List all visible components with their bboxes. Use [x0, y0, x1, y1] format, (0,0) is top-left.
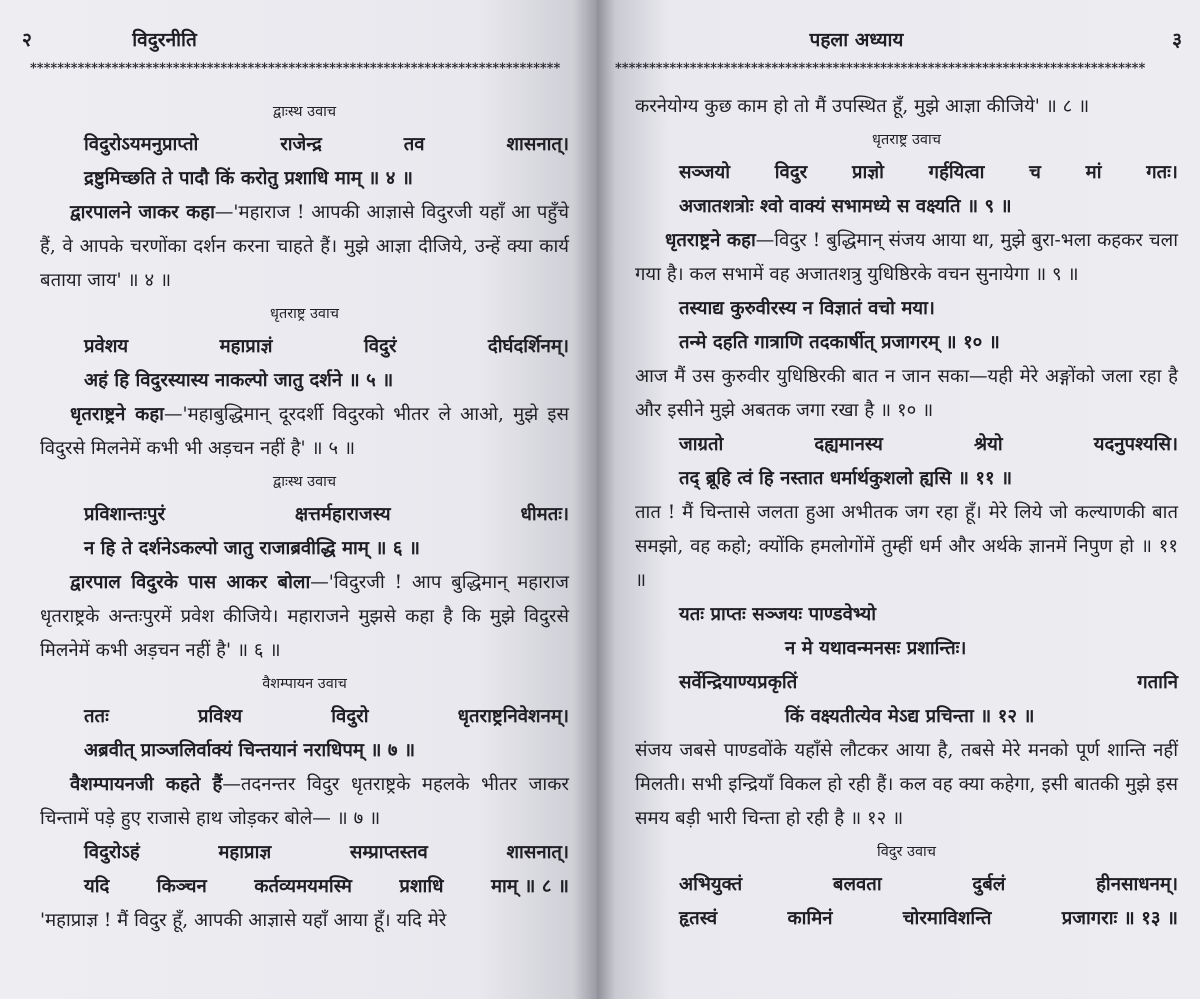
verse-word: गतः। [1146, 162, 1178, 183]
verse-word: विदुरोऽयमनुप्राप्तो [84, 134, 199, 155]
verse-word: धृतराष्ट्रनिवेशनम्। [457, 706, 569, 727]
paragraph-text: 'महाप्राज्ञ ! मैं विदुर हूँ, आपकी आज्ञासे यहाँ आया हूँ। यदि मेरे [40, 910, 447, 931]
left-page-header [22, 0, 569, 51]
verse-word: महाप्राज्ञं [219, 336, 273, 357]
speaker-heading: विदुर उवाच [876, 844, 937, 860]
verse-line [40, 128, 569, 162]
verse-line [635, 598, 1178, 632]
translation-paragraph [635, 496, 1178, 598]
verse-word: तन्मे दहति गात्राणि तदकार्षीत् प्रजागरम् ॥ १० ॥ [679, 332, 1000, 353]
verse-word: क्षत्तर्महाराजस्य [294, 504, 391, 525]
verse-word: चोरमाविशन्ति [902, 908, 992, 929]
verse-line [40, 870, 569, 904]
verse-word: किं वक्ष्यतीत्येव मेऽद्य प्रचिन्ता ॥ १२ ॥ [785, 706, 1035, 727]
translation-paragraph [40, 904, 569, 938]
paragraph-lead: वैशम्पायनजी कहते हैं [70, 774, 223, 795]
right-page-header [635, 0, 1182, 51]
paragraph-text: करनेयोग्य कुछ काम हो तो मैं उपस्थित हूँ, मुझे आज्ञा कीजिये' ॥ ८ ॥ [635, 96, 1090, 117]
speaker-heading: धृतराष्ट्र उवाच [270, 306, 339, 322]
verse-word: प्रवेशय [84, 336, 129, 357]
paragraph-lead: धृतराष्ट्रने कहा [70, 404, 164, 425]
verse-word: शासनात्। [506, 134, 569, 155]
verse-line [635, 868, 1178, 902]
verse-word: दुर्बलं [972, 874, 1006, 895]
speaker-heading: धृतराष्ट्र उवाच [872, 132, 941, 148]
verse-word: न मे यथावन्मनसः प्रशान्तिः। [785, 638, 967, 659]
verse-word: गर्हयित्वा [928, 162, 985, 183]
right-page-content [635, 76, 1178, 936]
left-star-rule: ****************************************************************************** [30, 62, 561, 76]
verse-word: च [1029, 162, 1041, 183]
paragraph-text: —'महाबुद्धिमान् दूरदर्शी विदुरको भीतर ले आओ, मुझे इस विदुरसे मिलनेमें कभी भी अड़चन नहीं है' ॥ ५ ॥ [40, 404, 570, 459]
paragraph-text: तात ! मैं चिन्तासे जलता हुआ अभीतक जग रहा हूँ। मेरे लिये जो कल्याणकी बात समझो, वह कहो; क्योंकि हमलोगोंमें तुम्हीं धर्म और अर्थके ज्ञानमें निपुण हो ॥ ११ ॥ [635, 502, 1178, 591]
verse-line [635, 428, 1178, 462]
verse-line [40, 162, 569, 196]
verse-word: विदुरं [363, 336, 397, 357]
verse-word: सर्वेन्द्रियाण्यप्रकृतिं [679, 672, 798, 693]
translation-paragraph [635, 360, 1178, 428]
verse-word: अभियुक्तं [679, 874, 743, 895]
speaker-heading: द्वाःस्थ उवाच [272, 104, 337, 120]
paragraph-text: —'महाराज ! आपकी आज्ञासे विदुरजी यहाँ आ पहुँचे हैं, वे आपके चरणोंका दर्शन करना चाहते हैं। मुझे आज्ञा दीजिये, उन्हें क्या कार्य बताया जाय' ॥ ४ ॥ [40, 202, 569, 291]
verse-word: प्रजागराः ॥ १३ ॥ [1061, 908, 1178, 929]
translation-paragraph [40, 768, 569, 836]
verse-line [40, 330, 569, 364]
verse-word: हृतस्वं [679, 908, 718, 929]
translation-paragraph [635, 90, 1178, 124]
paragraph-text: —तदनन्तर विदुर धृतराष्ट्रके महलके भीतर जाकर चिन्तामें पड़े हुए राजासे हाथ जोड़कर बोले— ॥ ७ ॥ [40, 774, 569, 829]
right-running-title: पहला अध्याय [809, 29, 904, 51]
left-page [0, 0, 597, 999]
verse-line [635, 190, 1178, 224]
verse-word: किञ्चन [156, 876, 207, 897]
verse-word: द्रष्टुमिच्छति ते पादौ किं करोतु प्रशाधि माम् ॥ ४ ॥ [84, 168, 413, 189]
verse-word: अहं हि विदुरस्यास्य नाकल्पो जातु दर्शने ॥ ५ ॥ [84, 370, 394, 391]
verse-word: ततः [84, 706, 109, 727]
verse-line [635, 902, 1178, 936]
translation-paragraph [635, 224, 1178, 292]
right-star-rule: ****************************************************************************** [615, 62, 1146, 76]
verse-word: राजेन्द्र [280, 134, 322, 155]
verse-line [40, 836, 569, 870]
verse-word: प्राज्ञो [851, 162, 884, 183]
translation-paragraph [40, 196, 569, 298]
verse-word: विदुरो [331, 706, 369, 727]
paragraph-lead: धृतराष्ट्रने कहा [665, 230, 756, 251]
translation-paragraph [40, 566, 569, 668]
verse-word: तव [403, 134, 425, 155]
verse-line [635, 156, 1178, 190]
verse-word: हीनसाधनम्। [1096, 874, 1178, 895]
paragraph-text: —'विदुरजी ! आप बुद्धिमान् महाराज धृतराष्ट्रके अन्तःपुरमें प्रवेश कीजिये। महाराजने मुझसे कहा है कि मुझे विदुरसे मिलनेमें कभी अड़चन नहीं है' ॥ ६ ॥ [40, 572, 569, 661]
verse-word: माम् ॥ ८ ॥ [490, 876, 569, 897]
verse-word: दह्यमानस्य [814, 434, 883, 455]
right-page-number: ३ [1172, 29, 1182, 51]
verse-word: अब्रवीत् प्राञ्जलिर्वाक्यं चिन्तयानं नराधिपम् ॥ ७ ॥ [84, 740, 416, 761]
verse-word: अजातशत्रोः श्वो वाक्यं सभामध्ये स वक्ष्यति ॥ ९ ॥ [679, 196, 1012, 217]
verse-word: यदनुपश्यसि। [1093, 434, 1178, 455]
verse-line [40, 700, 569, 734]
verse-word: यदि [84, 876, 110, 897]
translation-paragraph [40, 398, 569, 466]
right-page [597, 0, 1200, 999]
verse-word: विदुरोऽहं [84, 842, 140, 863]
verse-line [635, 292, 1178, 326]
verse-word: मां [1085, 162, 1102, 183]
verse-word: विदुर [774, 162, 808, 183]
verse-line [635, 666, 1178, 700]
verse-word: तस्याद्य कुरुवीरस्य न विज्ञातं वचो मया। [679, 298, 935, 319]
left-running-title: विदुरनीति [132, 29, 197, 51]
verse-word: प्रविश्य [197, 706, 243, 727]
verse-word: तद् ब्रूहि त्वं हि नस्तात धर्मार्थकुशलो ह्यसि ॥ ११ ॥ [679, 468, 1013, 489]
paragraph-text: —विदुर ! बुद्धिमान् संजय आया था, मुझे बुरा-भला कहकर चला गया है। कल सभामें वह अजातशत्रु युधिष्ठिरके वचन सुनायेगा ॥ ९ ॥ [635, 230, 1178, 285]
left-page-number: २ [22, 29, 32, 51]
verse-word: कामिनं [787, 908, 833, 929]
verse-line [40, 734, 569, 768]
verse-word: धीमतः। [520, 504, 569, 525]
verse-word: यतः प्राप्तः सञ्जयः पाण्डवेभ्यो [679, 604, 877, 625]
verse-line [40, 498, 569, 532]
paragraph-text: संजय जबसे पाण्डवोंके यहाँसे लौटकर आया है, तबसे मेरे मनको पूर्ण शान्ति नहीं मिलती। सभी इन्द्रियाँ विकल हो रही हैं। कल वह क्या कहेगा, इसी बातकी मुझे इस समय बड़ी भारी चिन्ता हो रही है ॥ १२ ॥ [635, 740, 1178, 829]
verse-word: सञ्जयो [679, 162, 731, 183]
verse-word: महाप्राज्ञ [218, 842, 272, 863]
left-page-content [40, 76, 569, 938]
verse-word: गतानि [1137, 672, 1178, 693]
verse-word: जाग्रतो [679, 434, 724, 455]
speaker-heading: वैशम्पायन उवाच [262, 676, 347, 692]
verse-word: प्रशाधि [399, 876, 444, 897]
speaker-heading: द्वाःस्थ उवाच [272, 474, 337, 490]
verse-word: प्रविशान्तःपुरं [84, 504, 166, 525]
translation-paragraph [635, 734, 1178, 836]
verse-line [635, 700, 1178, 734]
paragraph-lead: द्वारपाल विदुरके पास आकर बोला [70, 572, 311, 593]
verse-word: सम्प्राप्तस्तव [349, 842, 428, 863]
verse-line [40, 364, 569, 398]
paragraph-text: आज मैं उस कुरुवीर युधिष्ठिरकी बात न जान सका—यही मेरे अङ्गोंको जला रहा है और इसीने मुझे अबतक जगा रखा है ॥ १० ॥ [635, 366, 1178, 421]
verse-line [635, 632, 1178, 666]
verse-word: कर्तव्यमयमस्मि [254, 876, 352, 897]
verse-line [40, 532, 569, 566]
verse-word: बलवता [832, 874, 882, 895]
verse-word: न हि ते दर्शनेऽकल्पो जातु राजाब्रवीद्धि माम् ॥ ६ ॥ [84, 538, 421, 559]
verse-line [635, 326, 1178, 360]
verse-word: श्रेयो [973, 434, 1003, 455]
verse-word: दीर्घदर्शिनम्। [487, 336, 569, 357]
verse-line [635, 462, 1178, 496]
paragraph-lead: द्वारपालने जाकर कहा [70, 202, 215, 223]
verse-word: शासनात्। [506, 842, 569, 863]
